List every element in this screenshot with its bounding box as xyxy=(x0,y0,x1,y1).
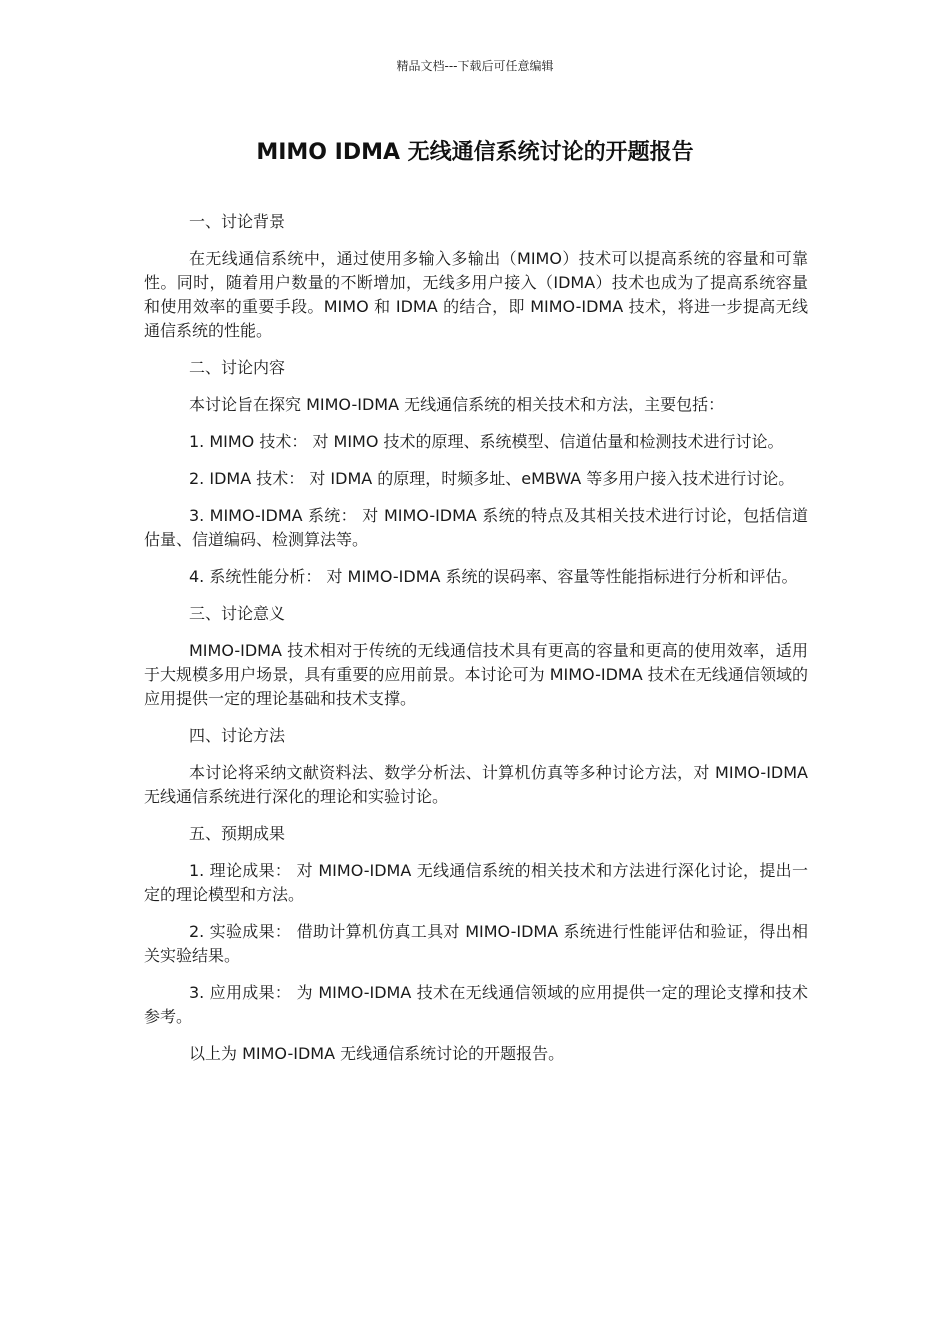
list-item-idma: 2. IDMA 技术： 对 IDMA 的原理，时频多址、eMBWA 等多用户接入技术进行讨论。 xyxy=(189,469,795,488)
list-item-experiment-outcome: 2. 实验成果： 借助计算机仿真工具对 MIMO-IDMA 系统进行性能评估和验证，得出相关实验结果。 xyxy=(144,922,808,965)
paragraph-closing: 以上为 MIMO-IDMA 无线通信系统讨论的开题报告。 xyxy=(189,1044,565,1063)
list-item-mimo: 1. MIMO 技术： 对 MIMO 技术的原理、系统模型、信道估量和检测技术进行讨论。 xyxy=(189,432,784,451)
list-item-mimo-idma-system: 3. MIMO-IDMA 系统： 对 MIMO-IDMA 系统的特点及其相关技术进行讨论，包括信道估量、信道编码、检测算法等。 xyxy=(144,506,808,549)
list-item-performance: 4. 系统性能分析： 对 MIMO-IDMA 系统的误码率、容量等性能指标进行分析和评估。 xyxy=(189,567,798,586)
section-heading-content: 二、讨论内容 xyxy=(189,358,286,377)
header-note: 精品文档---下载后可任意编辑 xyxy=(396,59,554,73)
list-item-application-outcome: 3. 应用成果： 为 MIMO-IDMA 技术在无线通信领域的应用提供一定的理论支撑和技术参考。 xyxy=(144,983,808,1026)
paragraph-significance: MIMO-IDMA 技术相对于传统的无线通信技术具有更高的容量和更高的使用效率，适用于大规模多用户场景，具有重要的应用前景。本讨论可为 MIMO-IDMA 技术在无线通信领域的应用提供一定的理论基础和技术支撑。 xyxy=(144,641,808,708)
paragraph-background: 在无线通信系统中，通过使用多输入多输出（MIMO）技术可以提高系统的容量和可靠性。同时，随着用户数量的不断增加，无线多用户接入（IDMA）技术也成为了提高系统容量和使用效率的重要手段。MIMO 和 IDMA 的结合，即 MIMO-IDMA 技术，将进一步提高无线通信系统的性能。 xyxy=(144,249,808,340)
document-body xyxy=(144,210,808,1079)
section-heading-method: 四、讨论方法 xyxy=(189,726,286,745)
paragraph-content-intro: 本讨论旨在探究 MIMO-IDMA 无线通信系统的相关技术和方法，主要包括： xyxy=(189,395,725,414)
list-item-theory-outcome: 1. 理论成果： 对 MIMO-IDMA 无线通信系统的相关技术和方法进行深化讨论，提出一定的理论模型和方法。 xyxy=(144,861,808,904)
paragraph-method: 本讨论将采纳文献资料法、数学分析法、计算机仿真等多种讨论方法，对 MIMO-IDMA 无线通信系统进行深化的理论和实验讨论。 xyxy=(144,763,808,806)
document-title: MIMO IDMA 无线通信系统讨论的开题报告 xyxy=(256,140,694,165)
section-heading-outcomes: 五、预期成果 xyxy=(189,824,286,843)
section-heading-significance: 三、讨论意义 xyxy=(189,604,286,623)
section-heading-background: 一、讨论背景 xyxy=(189,212,286,231)
